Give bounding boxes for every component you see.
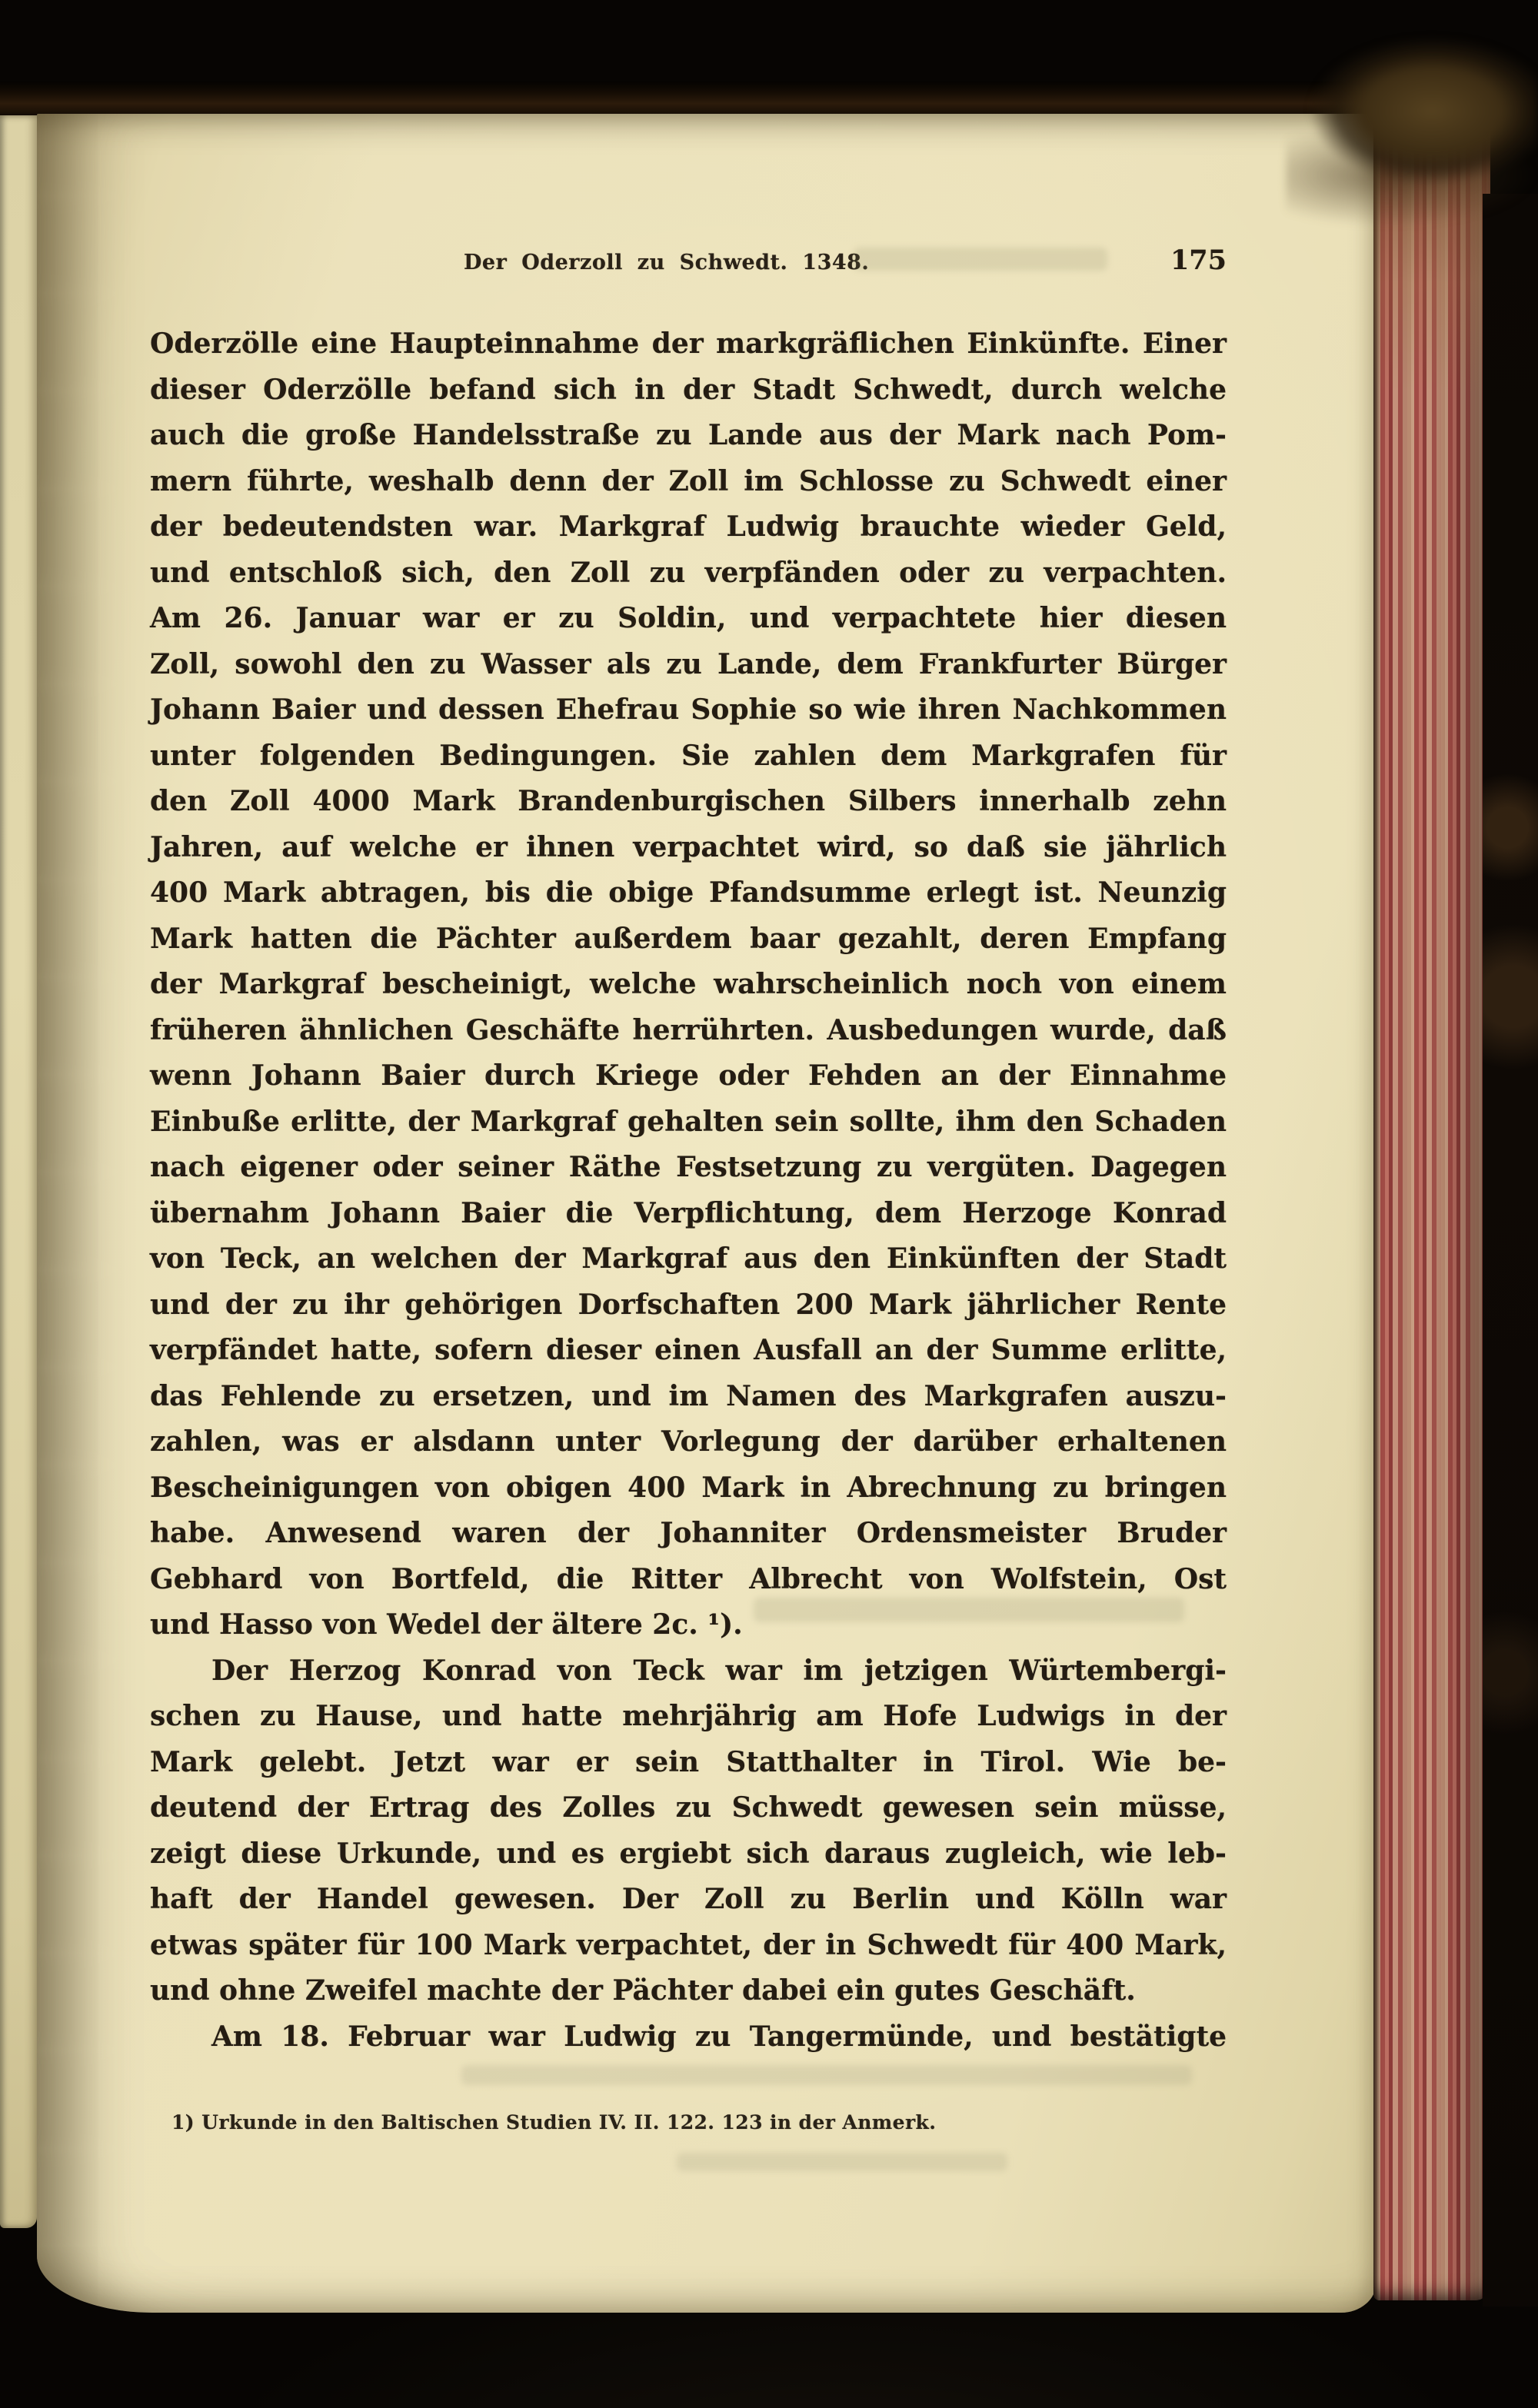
text-line: Der Herzog Konrad von Teck war im jetzigen Würtembergi- [211,1654,1227,1687]
text-line: Gebhard von Bortfeld, die Ritter Albrecht von Wolfstein, Ost [150,1562,1227,1595]
text-line: Am 26. Januar war er zu Soldin, und verpachtete hier diesen [150,602,1227,634]
text-line: und Hasso von Wedel der ältere 2c. ¹). [150,1608,743,1641]
show-through-smudge [677,2153,1007,2171]
text-line: 400 Mark abtragen, bis die obige Pfandsumme erlegt ist. Neunzig [150,876,1227,909]
text-line: das Fehlende zu ersetzen, und im Namen des Markgrafen auszu- [150,1379,1227,1412]
text-line: etwas später für 100 Mark verpachtet, der in Schwedt für 400 Mark, [150,1928,1227,1961]
text-line: Einbuße erlitte, der Markgraf gehalten sein sollte, ihm den Schaden [150,1105,1227,1138]
text-line: unter folgenden Bedingungen. Sie zahlen dem Markgrafen für [150,739,1227,772]
text-line: zeigt diese Urkunde, und es ergiebt sich daraus zugleich, wie leb- [150,1837,1227,1870]
text-line: der Markgraf bescheinigt, welche wahrscheinlich noch von einem [150,968,1227,1000]
text-line: Oderzölle eine Haupteinnahme der markgräflichen Einkünfte. Einer [150,328,1227,360]
text-line: habe. Anwesend waren der Johanniter Ordensmeister Bruder [150,1517,1227,1549]
adjacent-page-edge [0,115,37,2228]
text-line: Mark hatten die Pächter außerdem baar gezahlt, deren Empfang [150,922,1227,955]
text-line: mern führte, weshalb denn der Zoll im Schlosse zu Schwedt einer [150,464,1227,497]
text-line: haft der Handel gewesen. Der Zoll zu Berlin und Kölln war [150,1883,1227,1915]
text-line: früheren ähnlichen Geschäfte herrührten. Ausbedungen wurde, daß [150,1013,1227,1046]
text-line: auch die große Handelsstraße zu Lande aus der Mark nach Pom- [150,419,1227,451]
book-board-top-edge [0,81,1440,117]
text-line: übernahm Johann Baier die Verpflichtung, dem Herzoge Konrad [150,1196,1227,1229]
text-line: verpfändet hatte, sofern dieser einen Ausfall an der Summe erlitte, [150,1334,1227,1366]
text-line: Bescheinigungen von obigen 400 Mark in Abrechnung zu bringen [150,1471,1227,1504]
footnote: 1) Urkunde in den Baltischen Studien IV. II. 122. 123 in der Anmerk. [171,2111,937,2134]
text-line: der bedeutendsten war. Markgraf Ludwig brauchte wieder Geld, [150,511,1227,543]
text-line: und ohne Zweifel machte der Pächter dabei ein gutes Geschäft. [150,1974,1136,2007]
text-line: Zoll, sowohl den zu Wasser als zu Lande, dem Frankfurter Bürger [150,647,1227,680]
body-text [150,321,1227,2060]
text-line: schen zu Hause, und hatte mehrjährig am Hofe Ludwigs in der [150,1700,1227,1732]
show-through-smudge [854,248,1107,271]
running-header-title: Der Oderzoll zu Schwedt. 1348. [464,251,870,274]
show-through-smudge [754,1598,1184,1622]
show-through-smudge [461,2065,1192,2085]
text-line: den Zoll 4000 Mark Brandenburgischen Silbers innerhalb zehn [150,785,1227,817]
text-line: Jahren, auf welche er ihnen verpachtet wird, so daß sie jährlich [150,830,1227,863]
book-cover-right-board [1483,194,1538,2307]
page-stack-fore-edge [1373,108,1490,2300]
book-cover-corner [1286,14,1538,244]
text-line: zahlen, was er alsdann unter Vorlegung der darüber erhaltenen [150,1425,1227,1458]
text-line: Johann Baier und dessen Ehefrau Sophie so wie ihren Nachkommen [150,693,1227,726]
text-line: deutend der Ertrag des Zolles zu Schwedt gewesen sein müsse, [150,1791,1227,1824]
text-line: wenn Johann Baier durch Kriege oder Fehden an der Einnahme [150,1059,1227,1092]
text-line: und der zu ihr gehörigen Dorfschaften 200 Mark jährlicher Rente [150,1288,1227,1321]
text-line: nach eigener oder seiner Räthe Festsetzung zu vergüten. Dagegen [150,1151,1227,1183]
text-line: Mark gelebt. Jetzt war er sein Statthalter in Tirol. Wie be- [150,1745,1227,1778]
text-line: und entschloß sich, den Zoll zu verpfänden oder zu verpachten. [150,556,1227,589]
text-line: Am 18. Februar war Ludwig zu Tangermünde, und bestätigte [211,2020,1227,2053]
book-page [37,114,1377,2313]
text-line: von Teck, an welchen der Markgraf aus den Einkünften der Stadt [150,1242,1227,1275]
page-number: 175 [1170,244,1227,276]
text-line: dieser Oderzölle befand sich in der Stadt Schwedt, durch welche [150,373,1227,406]
